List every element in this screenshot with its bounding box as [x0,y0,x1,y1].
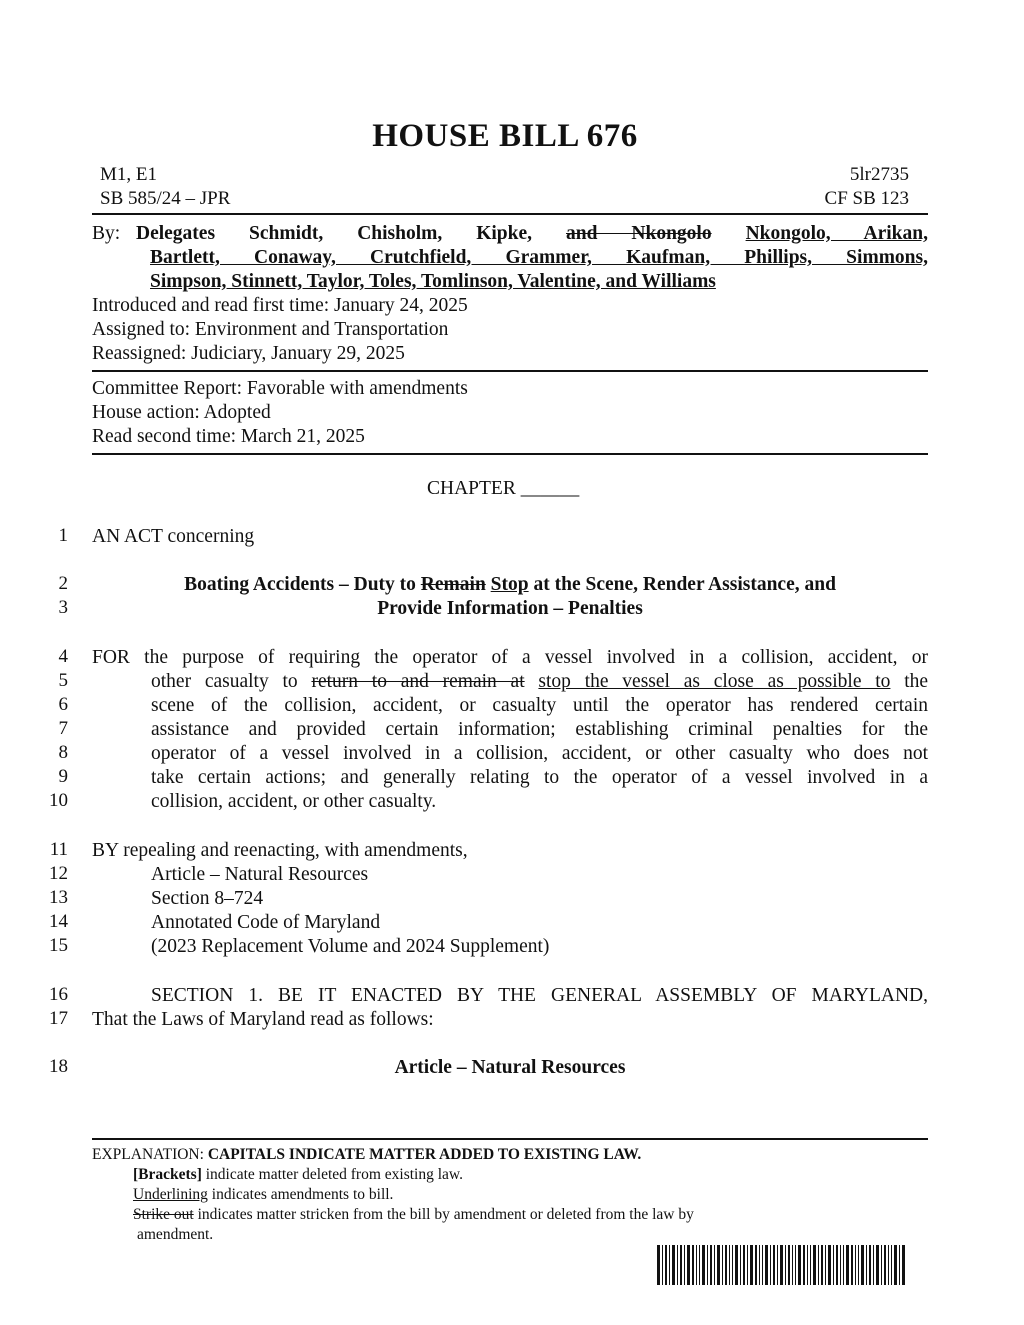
by-line-13: Section 8–724 [151,888,264,909]
subject-added: Stop [490,574,529,595]
header-right-line2: CF SB 123 [824,188,909,209]
explanation-line1 [92,1145,641,1165]
purpose-line-9: take certain actions; and generally relating to the operator of a vessel involved in a [151,767,928,788]
section-line-17: That the Laws of Maryland read as follows: [92,1009,434,1030]
chapter-blank: ______ [520,478,580,499]
explanation-line5: amendment. [137,1226,214,1243]
purpose-5-struck: return to and remain at [311,671,525,692]
underlining-text: indicates amendments to bill. [211,1186,394,1203]
purpose-line-6: scene of the collision, accident, or casualty until the operator has rendered certain [151,695,928,716]
committee-rule-bottom [92,453,928,455]
purpose-line-4: FOR the purpose of requiring the operator of a vessel involved in a collision, accident, or [92,647,928,668]
sponsors-struck: and Nkongolo [566,223,712,244]
second-reading: Read second time: March 21, 2025 [92,426,365,447]
explanation-line4 [133,1205,694,1225]
line-number: 18 [49,1056,68,1077]
section-line-16: SECTION 1. BE IT ENACTED BY THE GENERAL ASSEMBLY OF MARYLAND, [151,985,928,1006]
brackets-text: indicate matter deleted from existing law. [205,1166,463,1183]
header-right-line1: 5lr2735 [849,164,909,185]
line-number: 17 [49,1008,68,1029]
line-number: 9 [58,766,68,787]
purpose-5-added: stop the vessel as close as possible to [538,671,891,692]
explanation-line3 [133,1185,393,1205]
sponsors-added: Nkongolo, Arikan, [745,223,929,244]
purpose-5-b: the [904,671,929,692]
barcode [657,1245,905,1285]
committee-report: Committee Report: Favorable with amendments [92,378,468,399]
sponsors-line1-a: Delegates Schmidt, Chisholm, Kipke, [136,223,533,244]
line-number: 6 [58,694,68,715]
header-rule [92,213,928,215]
history-introduced: Introduced and read first time: January 24, 2025 [92,295,468,316]
subject-a: Boating Accidents – Duty to [184,574,416,595]
line-number: 4 [58,646,68,667]
purpose-line-8: operator of a vessel involved in a collision, accident, or other casualty who does not [151,743,928,764]
bill-subject-line1 [92,573,928,597]
purpose-line-5 [151,670,928,694]
purpose-line-7: assistance and provided certain information; establishing criminal penalties for the [151,719,928,740]
line-number: 8 [58,742,68,763]
sponsors-line2: Bartlett, Conaway, Crutchfield, Grammer, Kaufman, Phillips, Simmons, [150,247,928,268]
sponsors-line3: Simpson, Stinnett, Taylor, Toles, Tomlinson, Valentine, and Williams [150,271,716,292]
line-number: 11 [49,839,68,860]
explanation-rule [92,1138,928,1140]
bill-title: HOUSE BILL 676 [372,118,638,154]
committee-rule-top [92,370,928,372]
line-number: 16 [49,984,68,1005]
line-number: 5 [58,670,68,691]
by-line-14: Annotated Code of Maryland [151,912,381,933]
history-assigned: Assigned to: Environment and Transportation [92,319,449,340]
article-heading: Article – Natural Resources [394,1057,626,1078]
line-number: 1 [58,525,68,546]
underlining-word: Underlining [133,1186,208,1203]
explanation-capitals: CAPITALS INDICATE MATTER ADDED TO EXISTING LAW. [207,1146,642,1163]
line-number: 7 [58,718,68,739]
explanation-label: EXPLANATION: [92,1146,204,1163]
strike-text: indicates matter stricken from the bill by amendment or deleted from the law by [197,1206,694,1223]
brackets-word: [Brackets] [133,1166,202,1183]
sponsors-label: By: [92,223,121,244]
line-number: 12 [49,863,68,884]
history-reassigned: Reassigned: Judiciary, January 29, 2025 [92,343,405,364]
explanation-line2 [133,1165,463,1185]
line-number: 3 [58,597,68,618]
sponsors-line1 [136,222,928,246]
chapter-line [427,477,579,501]
act-line: AN ACT concerning [92,526,255,547]
subject-struck: Remain [420,574,486,595]
line-number: 15 [49,935,68,956]
purpose-line-10: collision, accident, or other casualty. [151,791,437,812]
bill-subject-line2: Provide Information – Penalties [377,598,643,619]
line-number: 14 [49,911,68,932]
line-number: 13 [49,887,68,908]
line-number: 2 [58,573,68,594]
header-left-line1: M1, E1 [100,164,157,185]
header-left-line2: SB 585/24 – JPR [100,188,231,209]
purpose-5-a: other casualty to [151,671,298,692]
by-line-15: (2023 Replacement Volume and 2024 Supplement) [151,936,550,957]
by-line-11: BY repealing and reenacting, with amendments, [92,840,468,861]
house-action: House action: Adopted [92,402,271,423]
strike-word: Strike out [133,1206,194,1223]
by-line-12: Article – Natural Resources [151,864,369,885]
chapter-label: CHAPTER [427,478,516,499]
line-number: 10 [49,790,68,811]
subject-b: at the Scene, Render Assistance, and [533,574,836,595]
